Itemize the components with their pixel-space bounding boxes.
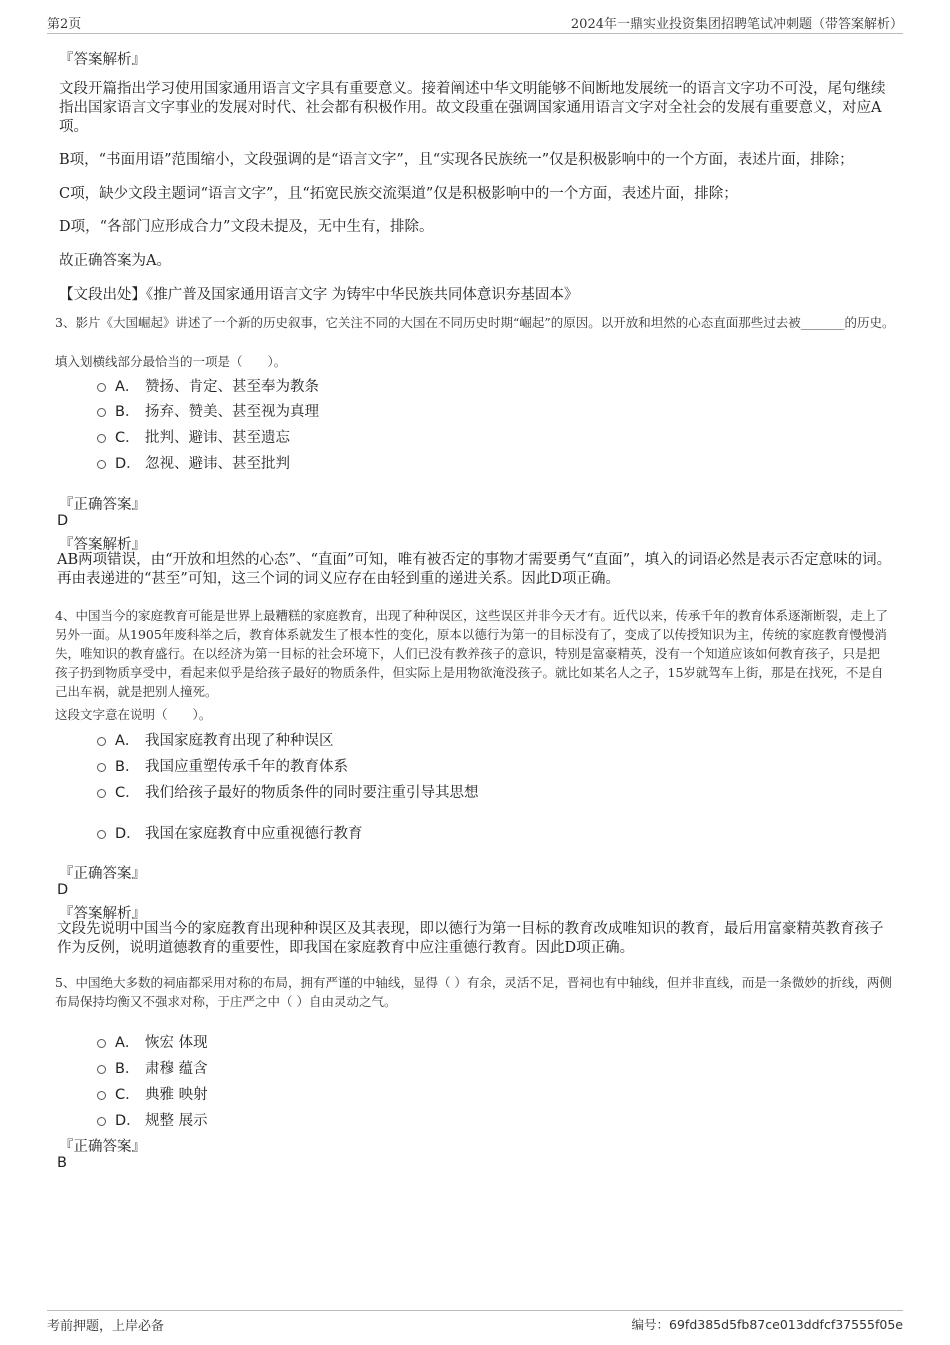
q3-analysis-label: 『答案解析』: [59, 537, 146, 553]
q3-answer: D: [57, 513, 69, 529]
q4-option-c[interactable]: C． 我们给孩子最好的物质条件的同时要注重引导其思想: [97, 781, 479, 802]
radio-icon[interactable]: [97, 383, 106, 392]
q4-option-b[interactable]: B． 我国应重塑传承千年的教育体系: [97, 755, 348, 776]
radio-icon[interactable]: [97, 789, 106, 798]
analysis-option-c: C项，缺少文段主题词“语言文字”，且“拓宽民族交流渠道”仅是积极影响中的一个方面，表述片面，排除；: [59, 186, 738, 202]
question-3-prompt: 填入划横线部分最恰当的一项是（ ）。: [55, 354, 287, 369]
question-4-prompt: 这段文字意在说明（ ）。: [55, 707, 212, 722]
q4-option-a[interactable]: A． 我国家庭教育出现了种种误区: [97, 729, 334, 750]
radio-icon[interactable]: [97, 434, 106, 443]
radio-icon[interactable]: [97, 830, 106, 839]
question-3-stem: 3、影片《大国崛起》讲述了一个新的历史叙事，它关注不同的大国在不同历史时期“崛起”的原因。以开放和坦然的心态直面那些过去被_______的历史。: [55, 315, 895, 330]
page-number: 第2页: [47, 17, 82, 32]
radio-icon[interactable]: [97, 737, 106, 746]
q5-answer-label: 『正确答案』: [59, 1139, 146, 1155]
q5-answer: B: [57, 1155, 67, 1171]
q5-option-b[interactable]: B． 肃穆 蕴含: [97, 1057, 208, 1078]
text-source: 【文段出处】《推广普及国家通用语言文字 为铸牢中华民族共同体意识夯基固本》: [59, 287, 579, 303]
q3-option-b[interactable]: B． 扬弃、赞美、甚至视为真理: [97, 400, 319, 421]
q4-analysis: 文段先说明中国当今的家庭教育出现种种误区及其表现，即以德行为第一目标的教育改成唯知识的教育，最后用富豪精英教育孩子作为反例，说明道德教育的重要性，即我国在家庭教育中应注重德行教育。因此D项正确。: [57, 921, 884, 956]
q3-answer-label: 『正确答案』: [59, 497, 146, 513]
radio-icon[interactable]: [97, 1039, 106, 1048]
header-divider: [47, 33, 903, 34]
radio-icon[interactable]: [97, 408, 106, 417]
question-5-stem: 5、中国绝大多数的祠庙都采用对称的布局，拥有严谨的中轴线，显得（ ）有余，灵活不足，晋祠也有中轴线，但并非直线，而是一条微妙的折线，两侧布局保持均衡又不强求对称，于庄严之中（ ）自由灵动之气。: [55, 975, 892, 1009]
footer-slogan: 考前押题，上岸必备: [47, 1319, 165, 1334]
radio-icon[interactable]: [97, 1065, 106, 1074]
radio-icon[interactable]: [97, 460, 106, 469]
q4-answer: D: [57, 882, 69, 898]
q5-option-d[interactable]: D． 规整 展示: [97, 1109, 208, 1130]
q4-answer-label: 『正确答案』: [59, 866, 146, 882]
document-title: 2024年一鼎实业投资集团招聘笔试冲刺题（带答案解析）: [570, 17, 903, 32]
q4-analysis-label: 『答案解析』: [59, 906, 146, 922]
q3-option-a[interactable]: A． 赞扬、肯定、甚至奉为教条: [97, 375, 319, 396]
q4-option-d[interactable]: D． 我国在家庭教育中应重视德行教育: [97, 822, 363, 843]
radio-icon[interactable]: [97, 1091, 106, 1100]
question-4-stem: 4、中国当今的家庭教育可能是世界上最糟糕的家庭教育，出现了种种误区，这些误区并非今天才有。近代以来，传承千年的教育体系逐渐断裂，走上了另外一面。从1905年废科举之后，教育体系就发生了根本性的变化，原本以德行为第一的目标没有了，变成了以传授知识为主，传统的家庭教育慢慢消失，唯知识的教育盛行。在以经济为第一目标的社会环境下，人们已没有教养孩子的意识，特别是富豪精英，没有一个知道应该如何教育孩子，只是把孩子扔到物质享受中，看起来似乎是给孩子最好的物质条件，但实际上是用物欲淹没孩子。就比如某名人之子，15岁就驾车上街，那是在找死，不是自己出车祸，就是把别人撞死。: [55, 608, 888, 699]
q5-option-a[interactable]: A． 恢宏 体现: [97, 1031, 208, 1052]
document-serial: 编号：69fd385d5fb87ce013ddfcf37555f05e: [631, 1317, 903, 1332]
analysis-option-b: B项，“书面用语”范围缩小，文段强调的是“语言文字”，且“实现各民族统一”仅是积极影响中的一个方面，表述片面，排除；: [59, 152, 854, 168]
q3-analysis: AB两项错误，由“开放和坦然的心态”、“直面”可知，唯有被否定的事物才需要勇气“直面”，填入的词语必然是表示否定意味的词。再由表递进的“甚至”可知，这三个词的词义应存在由轻到重的递进关系。因此D项正确。: [57, 552, 892, 587]
q3-option-c[interactable]: C． 批判、避讳、甚至遗忘: [97, 426, 290, 447]
q3-option-d[interactable]: D． 忽视、避讳、甚至批判: [97, 452, 290, 473]
q5-option-c[interactable]: C． 典雅 映射: [97, 1083, 208, 1104]
analysis-conclusion: 故正确答案为A。: [59, 253, 171, 269]
analysis-option-d: D项，“各部门应形成合力”文段未提及，无中生有，排除。: [59, 219, 434, 235]
analysis-paragraph: 文段开篇指出学习使用国家通用语言文字具有重要意义。接着阐述中华文明能够不间断地发展统一的语言文字功不可没，尾句继续指出国家语言文字事业的发展对时代、社会都有积极作用。故文段重在强调国家通用语言文字对全社会的发展有重要意义，对应A项。: [59, 81, 886, 135]
radio-icon[interactable]: [97, 1117, 106, 1126]
radio-icon[interactable]: [97, 763, 106, 772]
footer-divider: [47, 1310, 903, 1311]
analysis-label: 『答案解析』: [59, 52, 146, 68]
